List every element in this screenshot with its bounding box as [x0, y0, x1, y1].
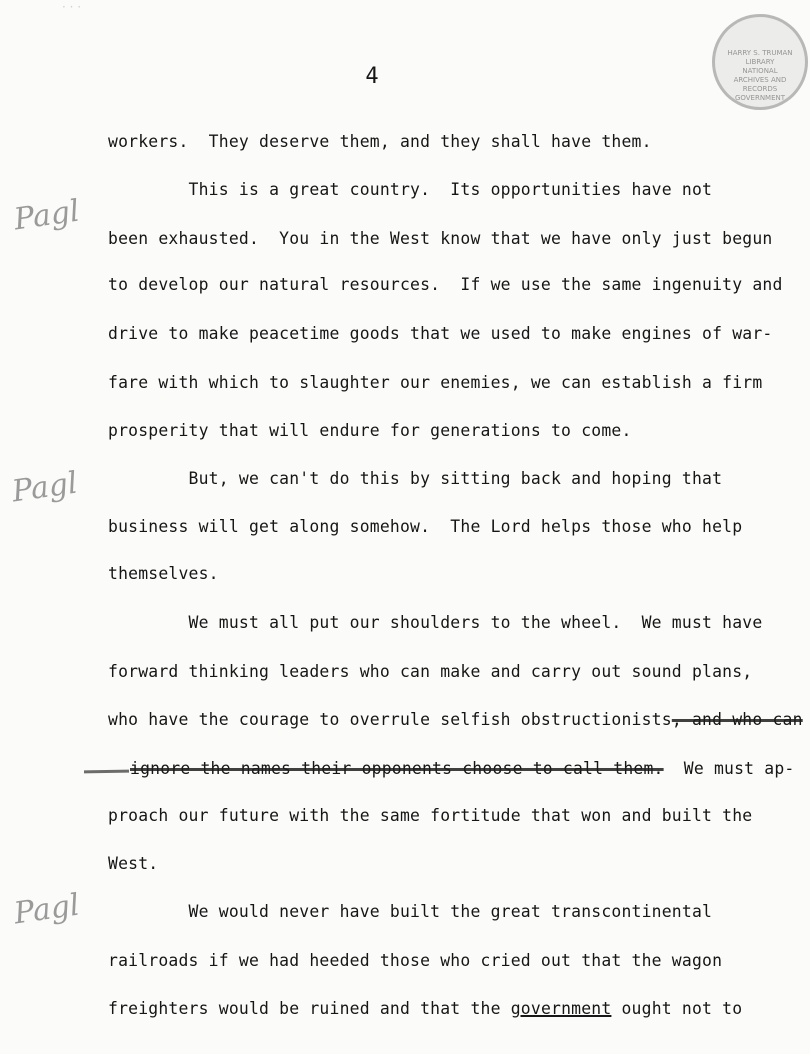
margin-note: Pagl: [11, 193, 82, 238]
text-line: been exhausted. You in the West know that we have only just begun: [108, 229, 773, 248]
page-number: 4: [365, 64, 379, 89]
margin-note: Pagl: [11, 887, 82, 932]
text-segment: who have the courage to overrule selfish obstructionists: [108, 710, 672, 729]
text-line: workers. They deserve them, and they shall have them.: [108, 132, 652, 151]
text-line: This is a great country. Its opportunities have not: [108, 180, 713, 199]
scan-artifact: · · ·: [62, 0, 82, 14]
text-segment: We must ap-: [663, 759, 795, 778]
margin-note: Pagl: [9, 465, 80, 510]
text-line: proach our future with the same fortitude that won and built the: [108, 806, 753, 825]
text-line: prosperity that will endure for generations to come.: [108, 421, 632, 440]
underlined-text: government: [510, 999, 612, 1018]
text-line: West.: [108, 854, 159, 873]
text-line: We would never have built the great transcontinental: [108, 902, 713, 921]
text-line: themselves.: [108, 564, 219, 583]
text-line: [108, 710, 803, 729]
text-segment: ought not to: [611, 999, 743, 1018]
text-line: drive to make peacetime goods that we used to make engines of war-: [108, 324, 773, 343]
text-line: business will get along somehow. The Lord helps those who help: [108, 517, 743, 536]
struck-text: , and who can: [671, 710, 803, 729]
text-line: fare with which to slaughter our enemies, we can establish a firm: [108, 373, 763, 392]
text-line: [130, 759, 795, 778]
struck-text: ignore the names their opponents choose to call them.: [130, 759, 664, 778]
text-line: forward thinking leaders who can make and carry out sound plans,: [108, 662, 753, 681]
text-line: railroads if we had heeded those who cried out that the wagon: [108, 951, 723, 970]
archive-stamp: [712, 14, 808, 110]
text-line: [108, 999, 742, 1018]
text-line: We must all put our shoulders to the wheel. We must have: [108, 613, 763, 632]
text-line: But, we can't do this by sitting back and hoping that: [108, 469, 723, 488]
archive-stamp-text: HARRY S. TRUMAN LIBRARY NATIONAL ARCHIVES AND RECORDS GOVERNMENT: [727, 49, 793, 102]
strike-stroke: [84, 770, 129, 774]
text-line: to develop our natural resources. If we use the same ingenuity and: [108, 275, 783, 294]
text-segment: freighters would be ruined and that the: [108, 999, 511, 1018]
